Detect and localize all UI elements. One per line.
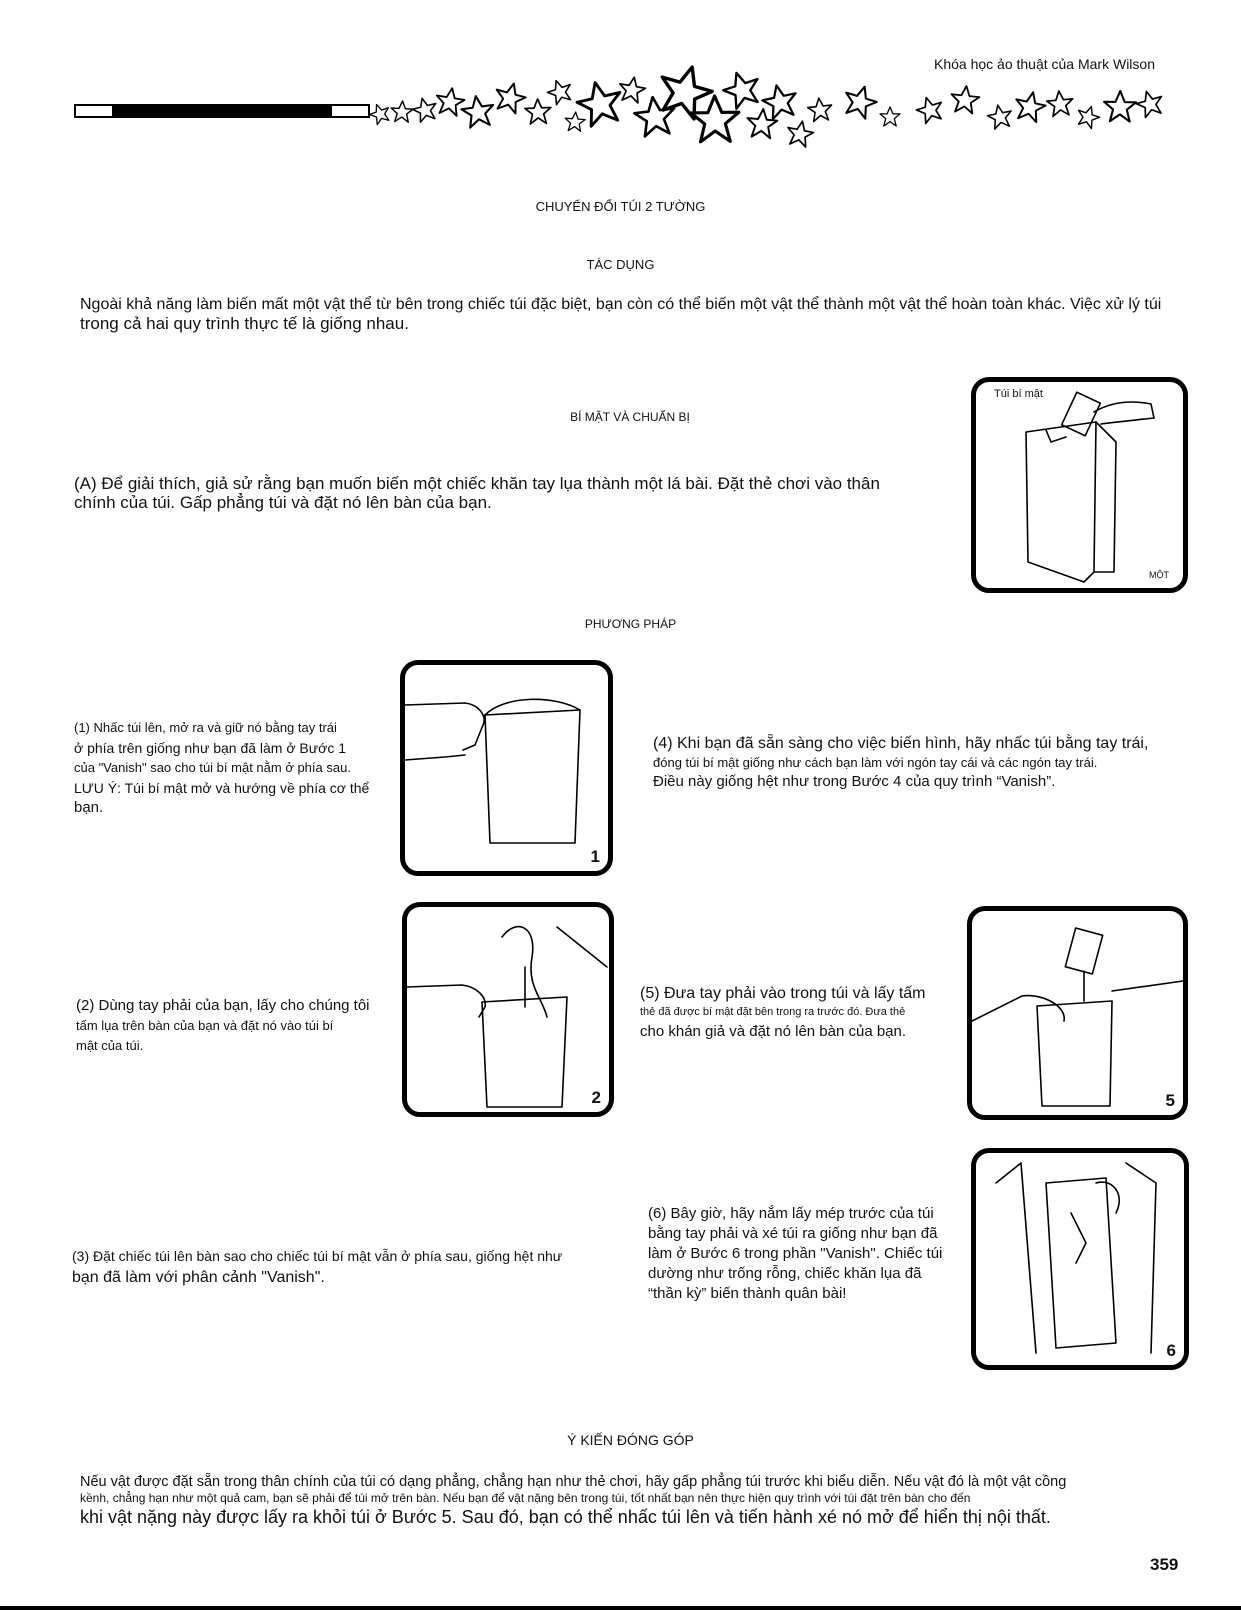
comments-text xyxy=(80,1473,1200,1528)
star-icon xyxy=(986,103,1014,130)
figure-5-panel xyxy=(967,906,1188,1120)
star-icon xyxy=(719,67,764,111)
step-3-line-2: bạn đã làm với phân cảnh "Vanish". xyxy=(72,1269,325,1286)
figure-a-panel xyxy=(971,377,1188,593)
step-6-line-1: (6) Bây giờ, hãy nắm lấy mép trước của túi xyxy=(648,1205,934,1222)
step-2-line-3: mật của túi. xyxy=(76,1038,144,1053)
secret-text xyxy=(74,474,954,512)
star-icon xyxy=(807,97,833,122)
star-icon xyxy=(525,99,552,125)
star-icon xyxy=(914,94,946,125)
figure-2-number: 2 xyxy=(591,1088,601,1107)
comments-line-1: Nếu vật được đặt sẵn trong thân chính của túi có dạng phẳng, chẳng hạn như thẻ chơi, hãy gấp phẳng túi trước khi biểu diễn. Nếu vật đó là một vật cồng xyxy=(80,1474,1067,1490)
step-2-line-1: (2) Dùng tay phải của bạn, lấy cho chúng tôi xyxy=(76,997,370,1014)
decorative-bar xyxy=(74,104,370,118)
star-icon xyxy=(785,119,815,148)
figure-a-corner-label: MỘT xyxy=(1149,570,1169,580)
step-4-line-1: (4) Khi bạn đã sẵn sàng cho việc biến hình, hãy nhấc túi bằng tay trái, xyxy=(653,735,1149,752)
star-icon xyxy=(390,100,413,122)
effect-text xyxy=(80,295,1180,333)
page-title: CHUYỂN ĐỔI TÚI 2 TƯỜNG xyxy=(535,199,706,214)
step-3-text xyxy=(72,1246,672,1288)
star-icon xyxy=(545,77,575,106)
star-icon xyxy=(1013,89,1048,123)
step-6-line-5: “thần kỳ” biến thành quân bài! xyxy=(648,1285,847,1302)
step-4-text xyxy=(653,734,1213,791)
step-4-line-3: Điều này giống hệt như trong Bước 4 của quy trình “Vanish”. xyxy=(653,773,1056,790)
step-5-line-1: (5) Đưa tay phải vào trong túi và lấy tấm xyxy=(640,985,926,1002)
star-icon xyxy=(840,82,879,120)
star-icon xyxy=(1134,88,1166,119)
star-icon xyxy=(564,111,585,131)
step-4-line-2: đóng túi bí mật giống như cách bạn làm với ngón tay cái và các ngón tay trái. xyxy=(653,755,1098,770)
star-icon xyxy=(460,94,496,129)
comments-line-2: kềnh, chẳng hạn như một quả cam, bạn sẽ phải để túi mở trên bàn. Nếu bạn để vật nặng bên trong túi, tốt nhất bạn nên thực hiện quy trình với túi đặt trên bàn cho đến xyxy=(80,1491,971,1505)
step-1-line-2: ở phía trên giống như bạn đã làm ở Bước 1 xyxy=(74,740,346,756)
step-1-line-1: (1) Nhấc túi lên, mở ra và giữ nó bằng tay trái xyxy=(74,720,337,735)
figure-2-panel xyxy=(402,902,614,1117)
step-6-line-2: bằng tay phải và xé túi ra giống như bạn đã xyxy=(648,1225,938,1242)
figure-1-panel xyxy=(400,660,613,876)
step-2-text xyxy=(76,996,396,1056)
star-icon xyxy=(617,75,647,104)
bag-card-illustration xyxy=(976,382,1183,588)
comments-line-3: khi vật nặng này được lấy ra khỏi túi ở Bước 5. Sau đó, bạn có thể nhấc túi lên và tiến hành xé nó mở để hiển thị nội thất. xyxy=(80,1507,1051,1527)
step-6-line-3: làm ở Bước 6 trong phần "Vanish". Chiếc túi xyxy=(648,1245,943,1262)
star-icon xyxy=(410,95,439,123)
step-5-line-3: cho khán giả và đặt nó lên bàn của bạn. xyxy=(640,1023,907,1040)
star-icon xyxy=(691,96,740,142)
step-1-text xyxy=(74,718,394,818)
step-1-line-5: bạn. xyxy=(74,799,104,816)
step-2-line-2: tấm lụa trên bàn của bạn và đặt nó vào túi bí xyxy=(76,1018,334,1033)
star-banner xyxy=(370,62,1190,172)
figure-6-panel xyxy=(971,1148,1189,1370)
course-title: Khóa học ảo thuật của Mark Wilson xyxy=(933,56,1155,72)
step-5-line-2: thẻ đã được bí mật đặt bên trong ra trước đó. Đưa thẻ xyxy=(640,1006,906,1018)
secret-line-1: (A) Để giải thích, giả sử rằng bạn muốn biến một chiếc khăn tay lụa thành một lá bài. Đặt thẻ chơi vào thân xyxy=(74,474,880,493)
star-icon xyxy=(492,80,528,115)
star-icon xyxy=(880,107,900,126)
figure-5-illustration xyxy=(972,911,1183,1115)
star-icon xyxy=(950,85,981,114)
star-icon xyxy=(370,101,392,126)
figure-1-illustration xyxy=(405,665,608,871)
figure-6-number: 6 xyxy=(1166,1341,1176,1360)
step-1-line-3: của "Vanish" sao cho túi bí mật nằm ở phía sau. xyxy=(74,760,351,775)
figure-a-label: Túi bí mật xyxy=(994,388,1043,400)
step-6-line-4: dường như trống rỗng, chiếc khăn lụa đã xyxy=(648,1265,922,1282)
figure-1-number: 1 xyxy=(590,847,600,866)
figure-6-illustration xyxy=(976,1153,1184,1365)
step-1-line-4: LƯU Ý: Túi bí mật mở và hướng về phía cơ thể xyxy=(74,780,370,796)
step-5-text xyxy=(640,984,960,1041)
figure-5-number: 5 xyxy=(1165,1091,1175,1110)
effect-line-2: trong cả hai quy trình thực tế là giống nhau. xyxy=(80,314,409,333)
bottom-rule xyxy=(0,1606,1241,1610)
step-6-text xyxy=(648,1204,978,1304)
star-icon xyxy=(1046,90,1074,117)
step-3-line-1: (3) Đặt chiếc túi lên bàn sao cho chiếc túi bí mật vẫn ở phía sau, giống hệt như xyxy=(72,1248,563,1264)
page-number: 359 xyxy=(1150,1555,1179,1574)
star-icon xyxy=(434,86,466,117)
effect-line-1: Ngoài khả năng làm biến mất một vật thể từ bên trong chiếc túi đặc biệt, bạn còn có thể biến một vật thể thành một vật thể hoàn toàn khác. Việc xử lý túi xyxy=(80,296,1162,313)
star-icon xyxy=(1104,91,1137,122)
star-icon xyxy=(1074,103,1101,130)
method-heading: PHƯƠNG PHÁP xyxy=(584,617,677,631)
secret-line-2: chính của túi. Gấp phẳng túi và đặt nó lên bàn của bạn. xyxy=(74,493,492,512)
figure-2-illustration xyxy=(407,907,609,1112)
secret-heading: BÍ MẬT VÀ CHUẨN BỊ xyxy=(570,410,690,424)
comments-heading: Ý KIẾN ĐÓNG GÓP xyxy=(567,1432,694,1448)
effect-heading: TÁC DỤNG xyxy=(586,257,655,272)
